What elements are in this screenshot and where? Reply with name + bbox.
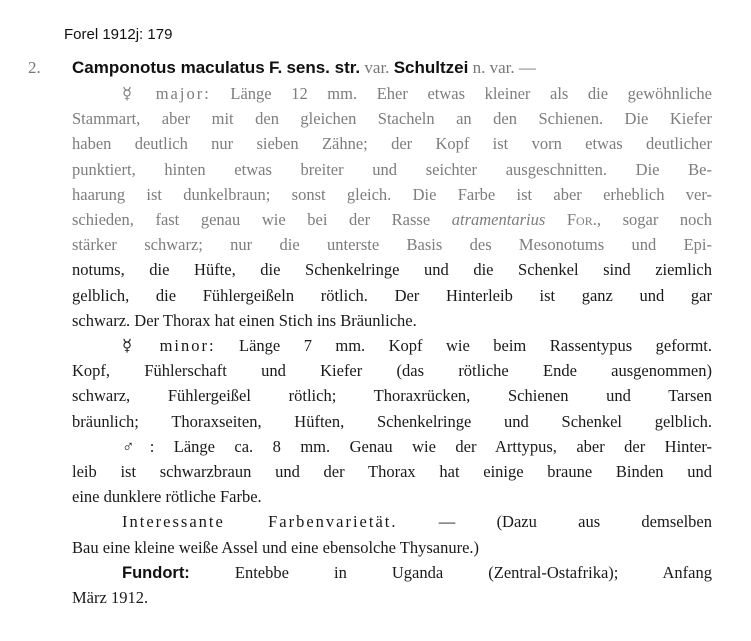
text-line bbox=[72, 286, 712, 306]
text-fragment: — (Dazu aus demselben bbox=[397, 512, 712, 532]
text-fragment: punktiert, hinten etwas breiter und seichter ausgeschnitten. Die Be- bbox=[72, 159, 712, 179]
text-line bbox=[72, 185, 712, 205]
variety-word: var. bbox=[364, 58, 390, 77]
text-fragment: Länge 7 mm. Kopf wie beim Rassentypus geformt. bbox=[215, 336, 712, 355]
text-fragment: Bau eine kleine weiße Assel und eine ebensolche Thysanure.) bbox=[72, 537, 480, 557]
text-line bbox=[72, 588, 712, 608]
text-fragment bbox=[545, 210, 567, 229]
sensu-stricto: sens. str. bbox=[286, 58, 361, 77]
species-author: F. bbox=[268, 58, 283, 77]
text-line bbox=[72, 160, 712, 180]
text-line bbox=[72, 235, 712, 255]
text-fragment: schieden, fast genau wie bei der Rasse bbox=[72, 210, 452, 229]
text-line bbox=[72, 109, 712, 129]
species-name: Camponotus maculatus bbox=[72, 58, 265, 77]
text-line bbox=[72, 512, 712, 532]
text-fragment: Entebbe in Uganda (Zentral-Ostafrika); Anfang bbox=[234, 562, 712, 582]
text-fragment: bräunlich; Thoraxseiten, Hüften, Schenkelringe und Schenkel gelblich. bbox=[72, 411, 712, 431]
text-fragment: März 1912. bbox=[72, 588, 149, 607]
text-fragment: For. bbox=[566, 210, 597, 229]
text-fragment: notums, die Hüfte, die Schenkelringe und die Schenkel sind ziemlich bbox=[72, 260, 712, 280]
text-fragment bbox=[190, 563, 235, 582]
text-fragment: schwarz. Der Thorax hat einen Stich ins Bräunliche. bbox=[72, 310, 417, 330]
text-fragment: ☿ minor: bbox=[122, 336, 216, 355]
text-fragment: eine dunklere rötliche Farbe. bbox=[72, 487, 262, 507]
citation-label: Forel 1912j: 179 bbox=[64, 26, 173, 43]
text-fragment: , sogar noch bbox=[596, 210, 712, 229]
text-line bbox=[72, 487, 712, 507]
text-fragment: haarung ist dunkelbraun; sonst gleich. Die Farbe ist aber erheblich ver- bbox=[72, 184, 712, 204]
text-fragment: Interessante Farbenvarietät. bbox=[122, 512, 398, 532]
text-fragment: Fundort: bbox=[122, 563, 190, 582]
text-line bbox=[72, 563, 712, 583]
text-line bbox=[72, 538, 712, 558]
new-variety-note: n. var. — bbox=[472, 58, 536, 77]
text-line bbox=[72, 134, 712, 154]
entry-number: 2. bbox=[28, 58, 41, 77]
text-line bbox=[72, 437, 712, 457]
text-line bbox=[72, 462, 712, 482]
text-line bbox=[72, 210, 712, 230]
text-line bbox=[72, 336, 712, 356]
text-line bbox=[72, 361, 712, 381]
text-fragment: ♂: Länge ca. 8 mm. Genau wie der Arttypus, aber der Hinter- bbox=[122, 436, 712, 456]
text-fragment: stärker schwarz; nur die unterste Basis des Mesonotums und Epi- bbox=[72, 235, 712, 255]
text-fragment: Länge 12 mm. Eher etwas kleiner als die gewöhnliche bbox=[210, 84, 712, 103]
text-line bbox=[72, 311, 712, 331]
text-fragment: haben deutlich nur sieben Zähne; der Kopf ist vorn etwas deutlicher bbox=[72, 134, 712, 154]
text-line bbox=[72, 386, 712, 406]
text-fragment: atramentarius bbox=[451, 210, 546, 229]
variety-name: Schultzei bbox=[393, 58, 469, 77]
text-fragment: ☿ major: bbox=[122, 84, 211, 103]
text-line bbox=[72, 84, 712, 104]
text-fragment: gelblich, die Fühlergeißeln rötlich. Der Hinterleib ist ganz und gar bbox=[72, 285, 712, 305]
text-line bbox=[72, 260, 712, 280]
text-fragment: schwarz, Fühlergeißel rötlich; Thoraxrücken, Schienen und Tarsen bbox=[72, 386, 712, 406]
species-heading bbox=[28, 58, 728, 78]
text-line bbox=[72, 412, 712, 432]
text-fragment: Stammart, aber mit den gleichen Stacheln an den Schienen. Die Kiefer bbox=[72, 109, 712, 129]
text-fragment: leib ist schwarzbraun und der Thorax hat einige braune Binden und bbox=[72, 462, 712, 481]
text-fragment: Kopf, Fühlerschaft und Kiefer (das rötliche Ende ausgenommen) bbox=[72, 361, 712, 381]
